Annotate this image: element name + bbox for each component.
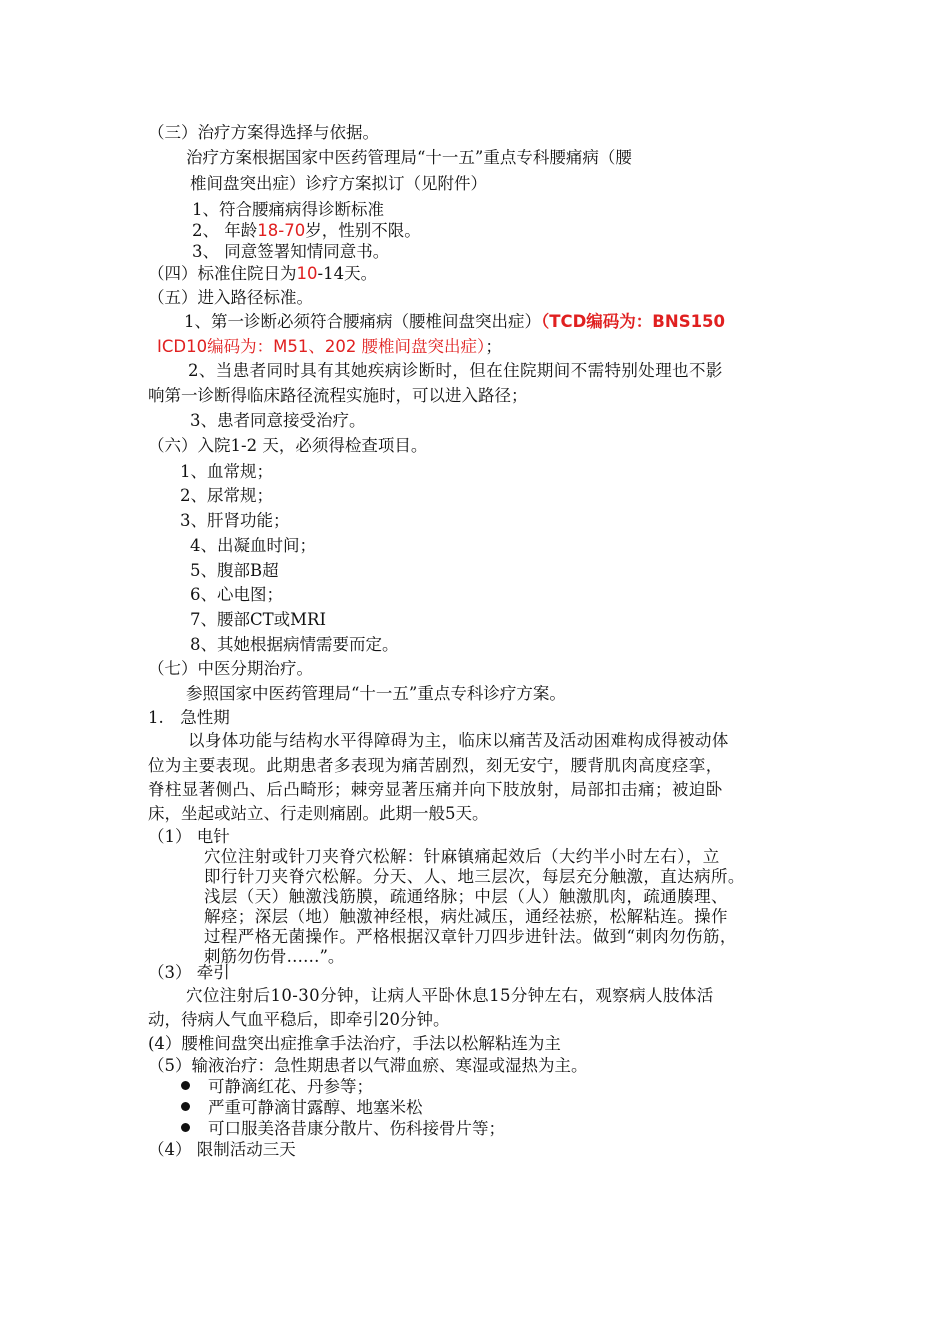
- section-3-paragraph-line-2: 椎间盘突出症）诊疗方案拟订（见附件）: [190, 174, 487, 193]
- bullet-icon: [181, 1081, 190, 1090]
- section-5-item-1-line-2: [157, 336, 502, 358]
- section-6-title: （六）入院1-2 天，必须得检查项目。: [148, 436, 428, 455]
- electro-acupuncture-line: 解痉；深层（地）触激神经根，病灶减压，通经祛瘀，松解粘连。操作: [204, 907, 728, 926]
- tcd-code-highlight: （TCD编码为：BNS150: [541, 312, 726, 331]
- infusion-bullet: [181, 1118, 505, 1140]
- bullet-text: 可静滴红花、丹参等；: [208, 1077, 373, 1096]
- electro-acupuncture-line: 过程严格无菌操作。严格根据汉章针刀四步进针法。做到“刺肉勿伤筋，: [204, 927, 737, 946]
- section-5-item-1-text: 1、第一诊断必须符合腰痛病（腰椎间盘突出症）: [184, 312, 541, 331]
- section-4-suffix: -14天。: [317, 264, 378, 283]
- acute-phase-line: 以身体功能与结构水平得障碍为主，临床以痛苦及活动困难构成得被动体: [188, 731, 729, 750]
- exam-item: 5、腹部B超: [190, 561, 279, 580]
- item-1-end: ；: [485, 337, 502, 356]
- infusion-bullet: [181, 1097, 423, 1119]
- bullet-text: 可口服美洛昔康分散片、伤科接骨片等；: [208, 1119, 505, 1138]
- infusion-bullet: [181, 1076, 373, 1098]
- massage-title: (4）腰椎间盘突出症推拿手法治疗，手法以松解粘连为主: [148, 1034, 561, 1053]
- exam-item: 7、腰部CT或MRI: [190, 610, 326, 629]
- section-3-paragraph-line-1: 治疗方案根据国家中医药管理局“十一五”重点专科腰痛病（腰: [186, 148, 632, 167]
- section-4-title: [148, 263, 377, 285]
- exam-item: 6、心电图；: [190, 585, 283, 604]
- section-5-item-3: 3、患者同意接受治疗。: [190, 411, 366, 430]
- electro-acupuncture-line: 浅层（天）触激浅筋膜，疏通络脉；中层（人）触激肌肉，疏通腠理、: [204, 887, 728, 906]
- exam-item: 4、出凝血时间；: [190, 536, 316, 555]
- acute-phase-line: 位为主要表现。此期患者多表现为痛苦剧烈，刻无安宁，腰背肌肉高度痉挛，: [148, 756, 723, 775]
- infusion-title: （5）输液治疗：急性期患者以气滞血瘀、寒湿或湿热为主。: [148, 1056, 588, 1075]
- acute-phase-title: 1. 急性期: [148, 708, 230, 727]
- stay-days-highlight: 10: [296, 264, 318, 283]
- icd10-code-highlight: ICD10编码为：M51、202 腰椎间盘突出症）: [157, 337, 486, 356]
- electro-acupuncture-line: 即行针刀夹脊穴松解。分天、人、地三层次，每层充分触激，直达病所。: [204, 867, 745, 886]
- activity-restriction-title: （4） 限制活动三天: [148, 1140, 296, 1159]
- section-5-item-2-line-1: 2、当患者同时具有其她疾病诊断时，但在住院期间不需特别处理也不影: [188, 361, 723, 380]
- bullet-icon: [181, 1123, 190, 1132]
- section-3-item-3: 3、 同意签署知情同意书。: [192, 242, 390, 261]
- section-5-item-2-line-2: 响第一诊断得临床路径流程实施时，可以进入路径；: [148, 386, 528, 405]
- electro-acupuncture-line: 穴位注射或针刀夹脊穴松解：针麻镇痛起效后（大约半小时左右），立: [204, 847, 720, 866]
- bullet-icon: [181, 1102, 190, 1111]
- traction-line: 穴位注射后10-30分钟，让病人平卧休息15分钟左右，观察病人肢体活: [186, 986, 714, 1005]
- exam-item: 1、血常规；: [180, 462, 273, 481]
- section-5-title: （五）进入路径标准。: [148, 288, 313, 307]
- item-2-suffix: 岁，性别不限。: [305, 221, 421, 240]
- traction-title: （3） 牵引: [148, 963, 230, 982]
- item-2-prefix: 2、 年龄: [192, 221, 258, 240]
- section-3-title: （三）治疗方案得选择与依据。: [148, 123, 379, 142]
- section-3-item-1: 1、符合腰痛病得诊断标准: [192, 200, 384, 219]
- bullet-text: 严重可静滴甘露醇、地塞米松: [208, 1098, 423, 1117]
- electro-acupuncture-title: （1） 电针: [148, 827, 230, 846]
- acute-phase-line: 床，坐起或站立、行走则痛剧。此期一般5天。: [148, 804, 489, 823]
- traction-line: 动，待病人气血平稳后，即牵引20分钟。: [148, 1010, 450, 1029]
- age-range-highlight: 18-70: [257, 221, 306, 240]
- section-7-title: （七）中医分期治疗。: [148, 659, 313, 678]
- exam-item: 8、其她根据病情需要而定。: [190, 635, 399, 654]
- exam-item: 2、尿常规；: [180, 486, 273, 505]
- electro-acupuncture-line: 刺筋勿伤骨……”。: [204, 947, 345, 966]
- section-4-prefix: （四）标准住院日为: [148, 264, 297, 283]
- exam-item: 3、肝肾功能；: [180, 511, 290, 530]
- section-5-item-1-line-1: [184, 311, 725, 333]
- section-7-paragraph: 参照国家中医药管理局“十一五”重点专科诊疗方案。: [186, 684, 566, 703]
- section-3-item-2: [192, 220, 421, 242]
- acute-phase-line: 脊柱显著侧凸、后凸畸形；棘旁显著压痛并向下肢放射，局部扣击痛；被迫卧: [148, 780, 723, 799]
